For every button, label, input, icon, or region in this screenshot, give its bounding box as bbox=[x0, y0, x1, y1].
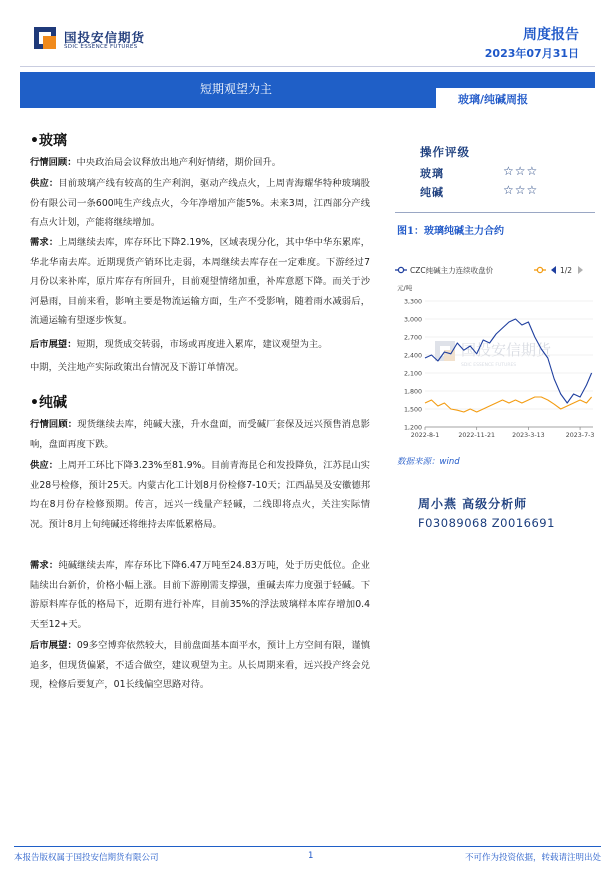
chart-legend bbox=[395, 265, 583, 275]
label-outlook: 后市展望： bbox=[30, 339, 77, 350]
footer-disclaimer: 不可作为投资依据，转载请注明出处 bbox=[464, 853, 601, 863]
soda-supply bbox=[30, 456, 370, 534]
label-supply: 供应： bbox=[30, 178, 59, 189]
label-outlook: 后市展望： bbox=[30, 640, 77, 651]
glass-review-text: 中央政治局会议释放出地产利好情绪，期价回升。 bbox=[76, 157, 282, 168]
soda-outlook bbox=[30, 636, 370, 695]
rating-name-soda-ash: 纯碱 bbox=[420, 186, 444, 199]
glass-supply-text: 目前玻璃产线有较高的生产利润，驱动产线点火，上周青海耀华特种玻璃股份有限公司一条600吨生产线点火，今年净增加产能5%。未来3周，江西部分产线有点火计划，产能将继续增加。 bbox=[30, 178, 370, 229]
glass-review bbox=[30, 153, 370, 173]
rating-heading: 操作评级 bbox=[420, 145, 470, 159]
glass-outlook-midterm: 中期，关注地产实际政策出台情况及下游订单情况。 bbox=[30, 362, 244, 373]
legend-marker-glass bbox=[537, 267, 542, 272]
soda-supply-text: 上周开工环比下降3.23%至81.9%。目前青海昆仑和发投降负，江苏昆山实业28号检修，预计25天。内蒙古化工计划8月份检修7-10天；江西晶昊及安徽德邦均在8月份存检修预期。传言，远兴一线量产轻碱，二线即将点火，关注实际情况。预计8月上旬纯碱还将维持去库低累格局。 bbox=[30, 460, 370, 530]
x-tick-label: 2023-3-13 bbox=[512, 432, 545, 439]
report-subtitle: 玻璃/纯碱周报 bbox=[458, 93, 529, 106]
y-tick-label: 3,300 bbox=[403, 298, 422, 306]
footer-divider bbox=[14, 846, 601, 847]
price-line-chart bbox=[393, 255, 599, 445]
watermark-text: 国投安信期货 bbox=[461, 341, 552, 359]
report-title: 短期观望为主 bbox=[200, 82, 273, 96]
figure-divider bbox=[395, 212, 595, 213]
chart-watermark bbox=[435, 341, 552, 368]
y-tick-label: 2,100 bbox=[403, 370, 422, 378]
legend-label-soda-ash: CZC纯碱主力连续收盘价 bbox=[410, 266, 494, 275]
section-heading-soda-ash: •纯碱 bbox=[30, 395, 67, 411]
data-source: 数据来源：wind bbox=[397, 457, 460, 467]
report-type: 周度报告 bbox=[523, 27, 579, 43]
x-tick-label: 2022-11-21 bbox=[458, 432, 495, 439]
soda-demand-text: 纯碱继续去库，库存环比下降6.47万吨至24.83万吨，处于历史低位。企业陆续出台新价，价格小幅上涨。目前下游刚需支撑强，重碱去库力度强于轻碱。下游原料库存低的格局下，近期有进行补库，目前35%的浮法玻璃样本库存增加0.4天至12+天。 bbox=[30, 560, 370, 630]
analyst-license: F03089068 Z0016691 bbox=[418, 516, 555, 530]
label-supply: 供应： bbox=[30, 460, 59, 471]
header-divider bbox=[20, 66, 595, 67]
rating-stars-glass: ☆☆☆ bbox=[503, 164, 539, 178]
footer-copyright: 本报告版权属于国投安信期货有限公司 bbox=[14, 853, 159, 863]
glass-outlook bbox=[30, 335, 370, 355]
label-review: 行情回顾： bbox=[30, 157, 77, 168]
glass-outlook-text: 短期，现货成交转弱，市场或再度进入累库，建议观望为主。 bbox=[76, 339, 328, 350]
x-tick-label: 2022-8-1 bbox=[410, 432, 440, 439]
glass-demand bbox=[30, 233, 370, 331]
y-tick-label: 2,400 bbox=[403, 352, 422, 360]
rating-name-glass: 玻璃 bbox=[420, 167, 444, 180]
y-tick-label: 1,800 bbox=[403, 388, 422, 396]
company-name-english: SDIC ESSENCE FUTURES bbox=[64, 44, 138, 50]
label-demand: 需求： bbox=[30, 560, 59, 571]
soda-outlook-text: 09多空博弈依然较大，目前盘面基本面平水，预计上方空间有限，谨慎追多，但现货偏紧，不适合做空，建议观望为主。从长周期来看，远兴投产终会兑现，检修后要复产，01长线偏空思路对待。 bbox=[30, 640, 370, 691]
watermark-text-english: SDIC ESSENCE FUTURES bbox=[461, 363, 517, 368]
soda-review-text: 现货继续去库，纯碱大涨，升水盘面，而受碱厂套保及远兴预售消息影响，盘面再度下跌。 bbox=[30, 419, 370, 450]
figure-title: 图1：玻璃纯碱主力合约 bbox=[397, 226, 504, 237]
legend-prev-arrow-icon[interactable] bbox=[551, 266, 556, 274]
page-number: 1 bbox=[308, 851, 314, 861]
legend-marker-soda-ash bbox=[398, 267, 403, 272]
label-review: 行情回顾： bbox=[30, 419, 78, 430]
y-tick-label: 2,700 bbox=[403, 334, 422, 342]
company-name: 国投安信期货 bbox=[64, 30, 146, 45]
soda-demand bbox=[30, 556, 370, 634]
glass-supply bbox=[30, 174, 370, 233]
chart-plot-area bbox=[404, 299, 594, 440]
y-tick-label: 1,200 bbox=[403, 424, 422, 432]
soda-review bbox=[30, 415, 370, 454]
series-line-glass bbox=[425, 397, 592, 412]
x-tick-label: 2023-7-3 bbox=[565, 432, 595, 439]
label-demand: 需求： bbox=[30, 237, 59, 248]
legend-pager: 1/2 bbox=[560, 266, 573, 275]
legend-next-arrow-icon[interactable] bbox=[578, 266, 583, 274]
y-tick-label: 1,500 bbox=[403, 406, 422, 414]
section-heading-glass: •玻璃 bbox=[30, 133, 67, 149]
glass-demand-text: 上周继续去库，库存环比下降2.19%，区域表现分化，其中华中华东累库，华北华南去库。近期现货产销环比走弱，本周继续去库存在一定难度。下游经过7月份以来补库，原片库存有所回升，目前观望情绪加重，补库意愿下降。而关于沙河悬雨，目前来看，影响主要是物流运输方面，生产不受影响，随着雨水减弱后，流通运输有望逐步恢复。 bbox=[30, 237, 370, 327]
rating-stars-soda-ash: ☆☆☆ bbox=[503, 183, 539, 197]
y-tick-label: 3,000 bbox=[403, 316, 422, 324]
y-axis-unit: 元/吨 bbox=[397, 284, 413, 292]
analyst-name: 周小燕 高级分析师 bbox=[418, 497, 528, 511]
report-date: 2023年07月31日 bbox=[484, 47, 579, 60]
company-logo-icon bbox=[34, 27, 56, 49]
